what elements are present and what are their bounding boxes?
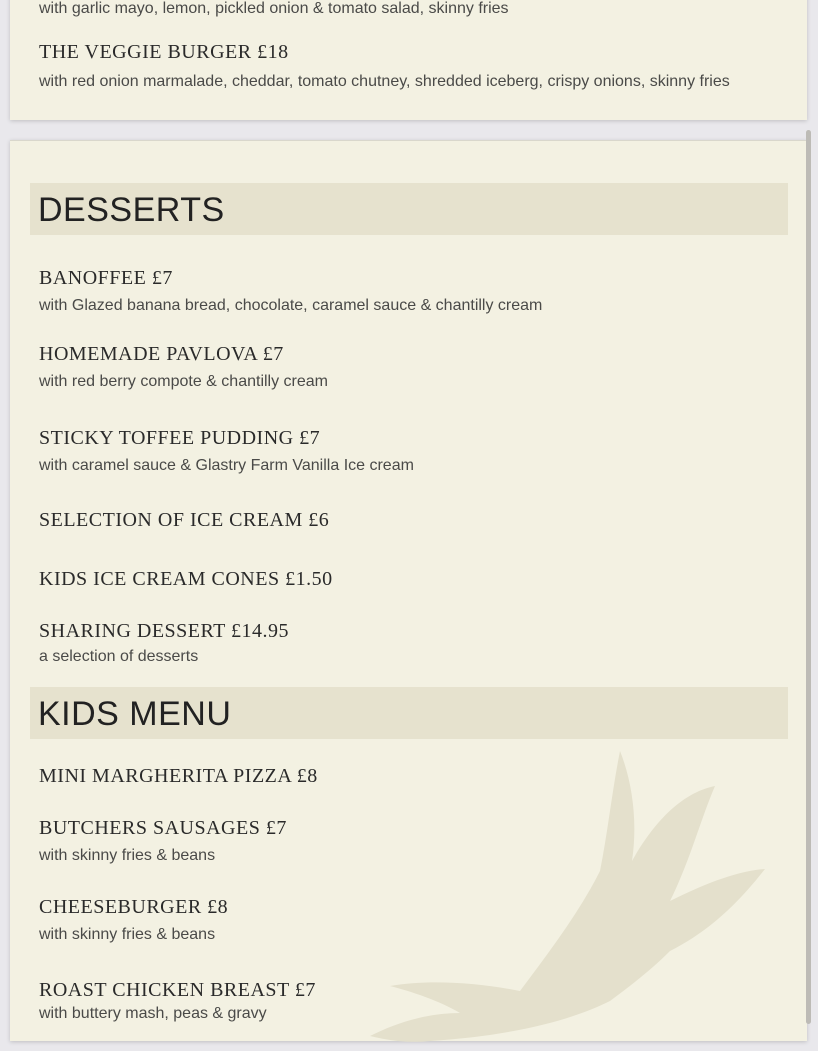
bird-watermark-icon — [370, 751, 770, 1051]
main-menu-card — [10, 0, 807, 120]
item-title-sausages: BUTCHERS SAUSAGES £7 — [39, 817, 287, 839]
kids-menu-heading-band — [30, 687, 788, 739]
item-description-banoffee: with Glazed banana bread, chocolate, caramel sauce & chantilly cream — [39, 297, 543, 314]
item-description-roast-chicken: with buttery mash, peas & gravy — [39, 1005, 267, 1022]
scrollbar[interactable] — [806, 130, 811, 1024]
item-description-cheeseburger: with skinny fries & beans — [39, 926, 216, 943]
item-description: with garlic mayo, lemon, pickled onion & tomato salad, skinny fries — [39, 0, 509, 17]
item-title-banoffee: BANOFFEE £7 — [39, 267, 173, 289]
item-title-ice-cream-selection: SELECTION OF ICE CREAM £6 — [39, 509, 330, 531]
item-title-roast-chicken: ROAST CHICKEN BREAST £7 — [39, 979, 316, 1001]
item-description-sharing-dessert: a selection of desserts — [39, 648, 199, 665]
item-title-sticky-toffee: STICKY TOFFEE PUDDING £7 — [39, 427, 321, 449]
desserts-kids-card — [10, 140, 807, 1041]
item-title-veggie-burger: THE VEGGIE BURGER £18 — [39, 41, 289, 63]
item-title-sharing-dessert: SHARING DESSERT £14.95 — [39, 620, 290, 642]
item-description-sausages: with skinny fries & beans — [39, 847, 216, 864]
desserts-heading-band — [30, 183, 788, 235]
item-title-cheeseburger: CHEESEBURGER £8 — [39, 896, 229, 918]
item-title-kids-cones: KIDS ICE CREAM CONES £1.50 — [39, 568, 333, 590]
kids-menu-heading: KIDS MENU — [38, 695, 232, 733]
item-description-veggie-burger: with red onion marmalade, cheddar, tomato chutney, shredded iceberg, crispy onions, skinny fries — [39, 73, 730, 90]
item-description-pavlova: with red berry compote & chantilly cream — [39, 373, 328, 390]
item-description-sticky-toffee: with caramel sauce & Glastry Farm Vanilla Ice cream — [39, 457, 414, 474]
item-title-pavlova: HOMEMADE PAVLOVA £7 — [39, 343, 284, 365]
item-title-margherita: MINI MARGHERITA PIZZA £8 — [39, 765, 318, 787]
desserts-heading: DESSERTS — [38, 191, 225, 229]
